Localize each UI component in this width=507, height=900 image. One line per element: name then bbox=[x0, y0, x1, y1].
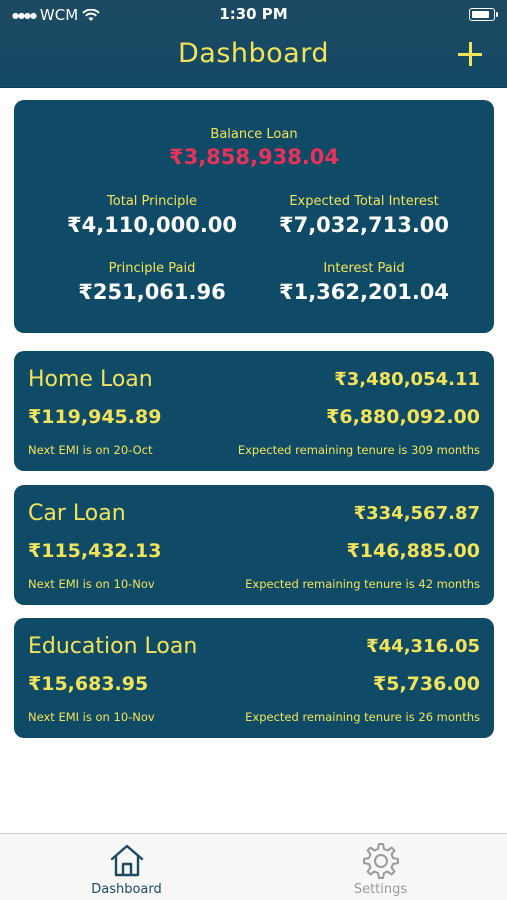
loan-name: Car Loan bbox=[28, 501, 126, 526]
expected-interest-value: ₹7,032,713.00 bbox=[278, 213, 450, 237]
expected-total-interest bbox=[254, 194, 474, 237]
interest-paid bbox=[254, 261, 474, 304]
remaining-tenure: Expected remaining tenure is 42 months bbox=[245, 577, 480, 591]
expected-interest-label: Expected Total Interest bbox=[289, 194, 439, 209]
loan-interest: ₹6,880,092.00 bbox=[326, 406, 480, 428]
interest-paid-value: ₹1,362,201.04 bbox=[278, 280, 450, 304]
total-principle-label: Total Principle bbox=[107, 194, 197, 209]
loan-card-car[interactable] bbox=[14, 485, 494, 605]
tab-bar bbox=[0, 833, 507, 900]
loan-balance: ₹3,480,054.11 bbox=[334, 369, 480, 390]
plus-icon[interactable] bbox=[457, 40, 485, 68]
signal-icon: ●●●● bbox=[12, 10, 36, 20]
principle-paid bbox=[42, 261, 262, 304]
home-icon bbox=[108, 841, 146, 879]
loan-card-home[interactable] bbox=[14, 351, 494, 471]
summary-card bbox=[14, 100, 494, 333]
loan-balance: ₹334,567.87 bbox=[353, 503, 480, 524]
carrier-name: WCM bbox=[39, 6, 79, 24]
total-principle bbox=[42, 194, 262, 237]
remaining-tenure: Expected remaining tenure is 309 months bbox=[237, 443, 480, 457]
remaining-tenure: Expected remaining tenure is 26 months bbox=[245, 710, 480, 724]
principle-paid-value: ₹251,061.96 bbox=[78, 280, 226, 304]
page-title: Dashboard bbox=[178, 38, 329, 69]
battery-icon bbox=[469, 8, 495, 21]
interest-paid-label: Interest Paid bbox=[323, 261, 405, 276]
tab-settings[interactable] bbox=[254, 834, 507, 900]
loan-card-education[interactable] bbox=[14, 618, 494, 738]
loan-interest: ₹146,885.00 bbox=[346, 540, 480, 562]
next-emi-date: Next EMI is on 10-Nov bbox=[28, 710, 155, 724]
gear-icon bbox=[362, 841, 400, 879]
navigation-bar bbox=[0, 0, 507, 88]
loan-emi: ₹115,432.13 bbox=[28, 540, 162, 562]
balance-loan-label: Balance Loan bbox=[210, 127, 298, 142]
status-time: 1:30 PM bbox=[219, 5, 288, 23]
loan-name: Home Loan bbox=[28, 367, 153, 392]
status-bar bbox=[0, 0, 507, 30]
loan-emi: ₹15,683.95 bbox=[28, 673, 149, 695]
principle-paid-label: Principle Paid bbox=[108, 261, 196, 276]
next-emi-date: Next EMI is on 10-Nov bbox=[28, 577, 155, 591]
total-principle-value: ₹4,110,000.00 bbox=[66, 213, 238, 237]
next-emi-date: Next EMI is on 20-Oct bbox=[28, 443, 153, 457]
tab-dashboard-label: Dashboard bbox=[91, 882, 162, 897]
loan-name: Education Loan bbox=[28, 634, 198, 659]
loan-emi: ₹119,945.89 bbox=[28, 406, 162, 428]
loan-interest: ₹5,736.00 bbox=[373, 673, 480, 695]
loan-balance: ₹44,316.05 bbox=[366, 636, 480, 657]
tab-dashboard[interactable] bbox=[0, 834, 253, 900]
tab-settings-label: Settings bbox=[353, 882, 408, 897]
balance-loan-value: ₹3,858,938.04 bbox=[168, 145, 340, 169]
